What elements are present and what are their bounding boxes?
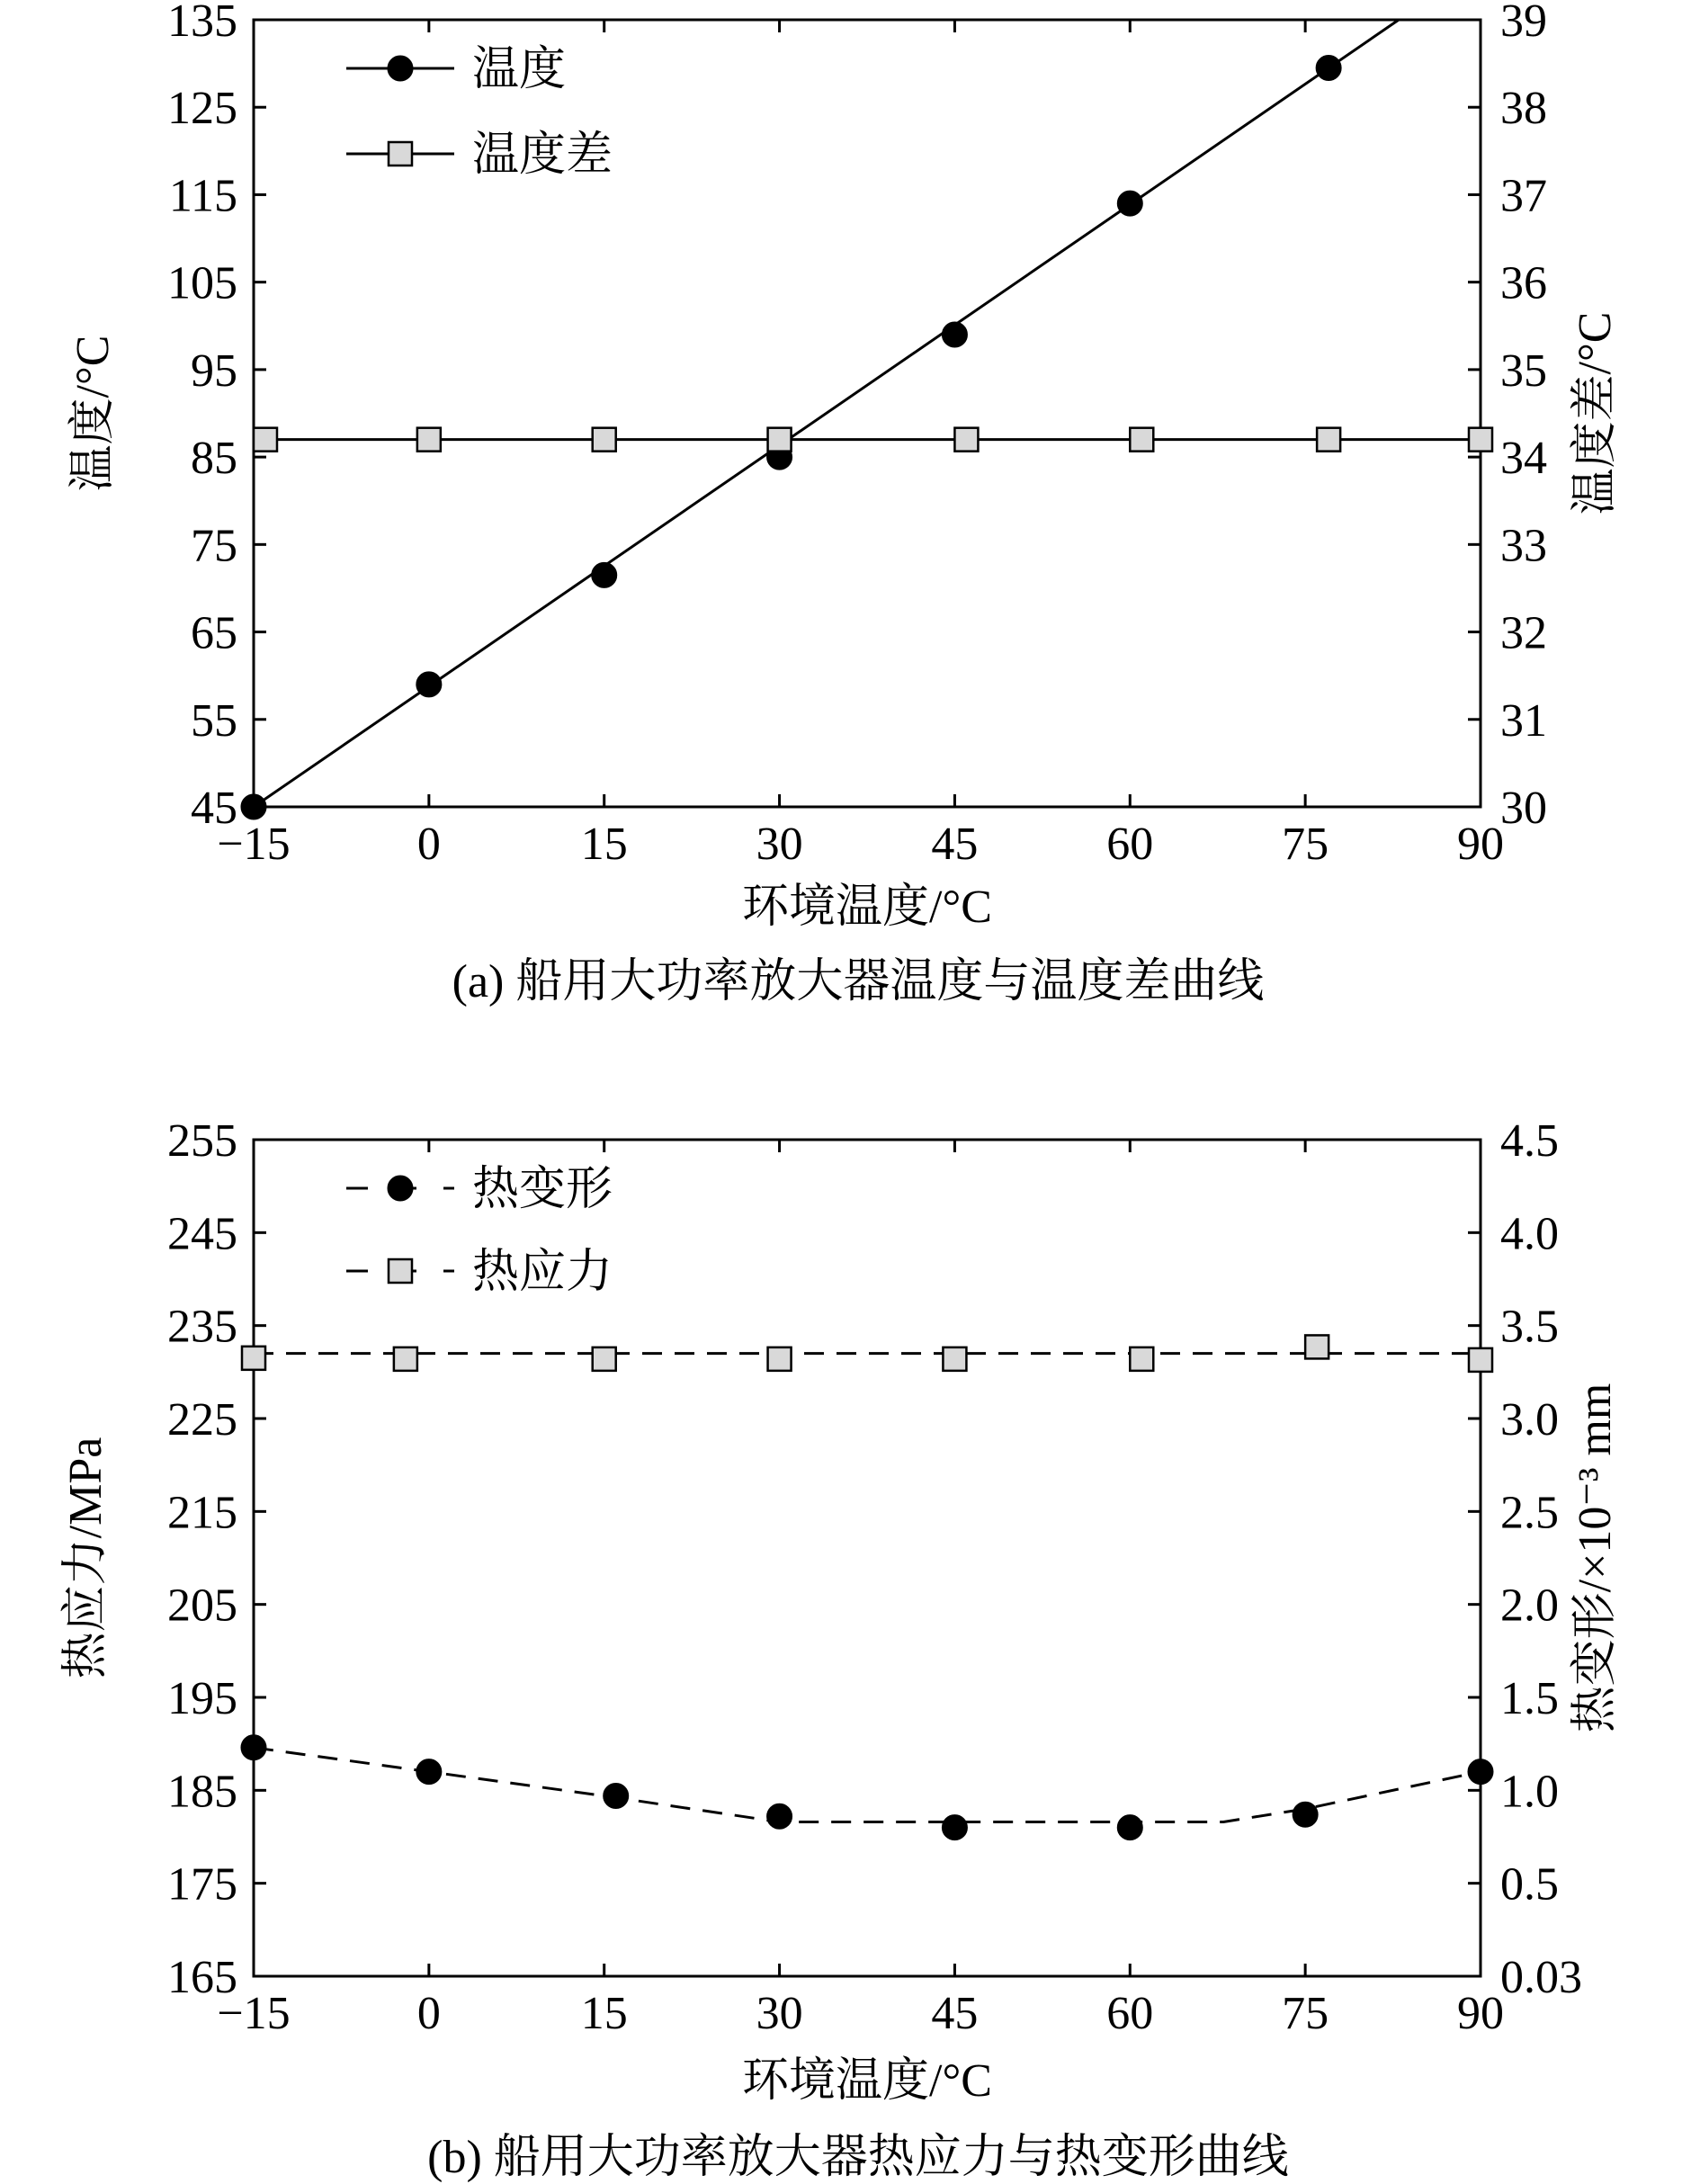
y-tick-label: 55 (191, 694, 237, 747)
y2-tick-label: 31 (1500, 694, 1547, 747)
y-tick-label: 45 (191, 783, 237, 834)
y-tick-label: 205 (167, 1580, 237, 1632)
y-tick-label: 235 (167, 1301, 237, 1353)
square-data-point (1130, 428, 1153, 452)
x-tick-label: 0 (416, 819, 441, 870)
y2-tick-label: 30 (1500, 783, 1547, 834)
y-tick-label: 185 (167, 1766, 237, 1818)
square-data-point (242, 1347, 265, 1370)
panel-a-y-ticks (167, 0, 266, 834)
panel-b-y2-axis-title: 热变形/×10⁻³ mm (1570, 1383, 1621, 1733)
y-tick-label: 95 (191, 345, 237, 397)
x-tick-label: 60 (1106, 819, 1154, 870)
panel-b-caption: (b) 船用大功率放大器热应力与热变形曲线 (427, 2132, 1289, 2183)
legend-label: 热应力 (472, 1247, 613, 1298)
panel-b-y-ticks (167, 1115, 266, 2003)
y-tick-label: 85 (191, 433, 237, 485)
square-data-point (1305, 1335, 1329, 1358)
y2-tick-label: 2.5 (1500, 1487, 1559, 1539)
y-tick-label: 65 (191, 607, 237, 659)
square-data-point (593, 1347, 616, 1371)
panel-a-y2-axis-title: 温度差/°C (1570, 311, 1621, 515)
panel-a-caption: (a) 船用大功率放大器温度与温度差曲线 (452, 956, 1265, 1007)
panel-b-y2-ticks (1468, 1115, 1582, 2003)
y2-tick-label: 39 (1500, 0, 1547, 47)
circle-data-point (604, 1784, 628, 1808)
y-tick-label: 245 (167, 1208, 237, 1260)
circle-data-point (242, 1735, 266, 1759)
y2-tick-label: 3.0 (1500, 1394, 1559, 1446)
x-tick-label: −15 (217, 1988, 291, 2039)
y-tick-label: 125 (167, 83, 237, 135)
panel-b-stress-chart (60, 1115, 1621, 2183)
y2-tick-label: 1.0 (1500, 1766, 1559, 1818)
panel-b-series (242, 1335, 1493, 1839)
legend-marker-square (389, 142, 412, 166)
circle-data-point (416, 672, 441, 696)
legend-label: 温度差 (472, 130, 613, 181)
square-data-point (1317, 428, 1340, 452)
y2-tick-label: 33 (1500, 520, 1547, 572)
x-tick-label: 30 (756, 1988, 803, 2039)
x-tick-label: 75 (1282, 819, 1329, 870)
circle-data-point (1317, 56, 1341, 80)
y2-tick-label: 32 (1500, 607, 1547, 659)
y2-tick-label: 2.0 (1500, 1580, 1559, 1632)
y-tick-label: 225 (167, 1394, 237, 1446)
y-tick-label: 215 (167, 1487, 237, 1539)
legend-label: 温度 (472, 44, 567, 95)
panel-b-legend (346, 1164, 613, 1298)
legend-label: 热变形 (472, 1164, 613, 1215)
y2-tick-label: 35 (1500, 345, 1547, 397)
y2-tick-label: 37 (1500, 170, 1547, 222)
square-data-point (954, 428, 978, 452)
y-tick-label: 175 (167, 1858, 237, 1911)
circle-data-point (943, 323, 967, 347)
x-tick-label: 45 (931, 1988, 979, 2039)
square-data-point (417, 428, 441, 452)
y2-tick-label: 0.03 (1500, 1952, 1582, 2003)
circle-data-point (943, 1815, 967, 1839)
y2-tick-label: 3.5 (1500, 1301, 1559, 1353)
square-data-point (1469, 1348, 1492, 1372)
x-tick-label: 75 (1282, 1988, 1329, 2039)
x-tick-label: 90 (1457, 1988, 1504, 2039)
square-data-point (768, 428, 792, 452)
panel-b-y-axis-title: 热应力/MPa (60, 1437, 112, 1679)
y-tick-label: 195 (167, 1673, 237, 1724)
y2-tick-label: 1.5 (1500, 1673, 1559, 1724)
legend-marker-square (389, 1259, 412, 1283)
y-tick-label: 255 (167, 1115, 237, 1167)
y-tick-label: 105 (167, 257, 237, 309)
y2-tick-label: 4.0 (1500, 1208, 1559, 1260)
square-data-point (254, 428, 277, 452)
panel-b-plot-frame (254, 1140, 1481, 1976)
circle-data-point (592, 563, 616, 587)
square-data-point (394, 1347, 417, 1371)
square-data-point (1469, 428, 1492, 452)
legend-marker-circle (389, 57, 413, 81)
x-tick-label: 0 (416, 1988, 441, 2039)
circle-data-point (1293, 1803, 1318, 1827)
circle-data-point (242, 795, 266, 819)
y2-tick-label: 36 (1500, 257, 1547, 309)
x-tick-label: 15 (580, 819, 628, 870)
square-data-point (768, 1347, 792, 1371)
y2-tick-label: 38 (1500, 83, 1547, 135)
panel-a-y-axis-title: 温度/°C (67, 335, 119, 492)
x-tick-label: 15 (580, 1988, 628, 2039)
y2-tick-label: 34 (1500, 433, 1547, 485)
panel-b-x-axis-title: 环境温度/°C (742, 2055, 992, 2107)
square-data-point (1130, 1347, 1153, 1371)
plot-area-border (254, 1140, 1481, 1976)
x-tick-label: 60 (1106, 1988, 1154, 2039)
circle-data-point (416, 1759, 441, 1784)
legend-marker-circle (389, 1177, 413, 1201)
square-data-point (943, 1347, 966, 1371)
x-tick-label: 45 (931, 819, 979, 870)
y-tick-label: 75 (191, 520, 237, 572)
y2-tick-label: 0.5 (1500, 1858, 1559, 1911)
y2-tick-label: 4.5 (1500, 1115, 1559, 1167)
circle-data-point (1469, 1759, 1493, 1784)
circle-data-point (767, 1804, 792, 1829)
y-tick-label: 135 (167, 0, 237, 47)
x-tick-label: 30 (756, 819, 803, 870)
square-data-point (593, 428, 616, 452)
y-tick-label: 165 (167, 1952, 237, 2003)
circle-data-point (1118, 1815, 1142, 1839)
panel-a-legend (346, 44, 613, 181)
circle-data-point (1118, 192, 1142, 216)
x-tick-label: −15 (217, 819, 291, 870)
panel-a-x-axis-title: 环境温度/°C (742, 882, 992, 933)
panel-a-series (242, 20, 1493, 819)
y-tick-label: 115 (168, 170, 237, 222)
panel-a-temperature-chart (67, 0, 1621, 1007)
x-tick-label: 90 (1457, 819, 1504, 870)
